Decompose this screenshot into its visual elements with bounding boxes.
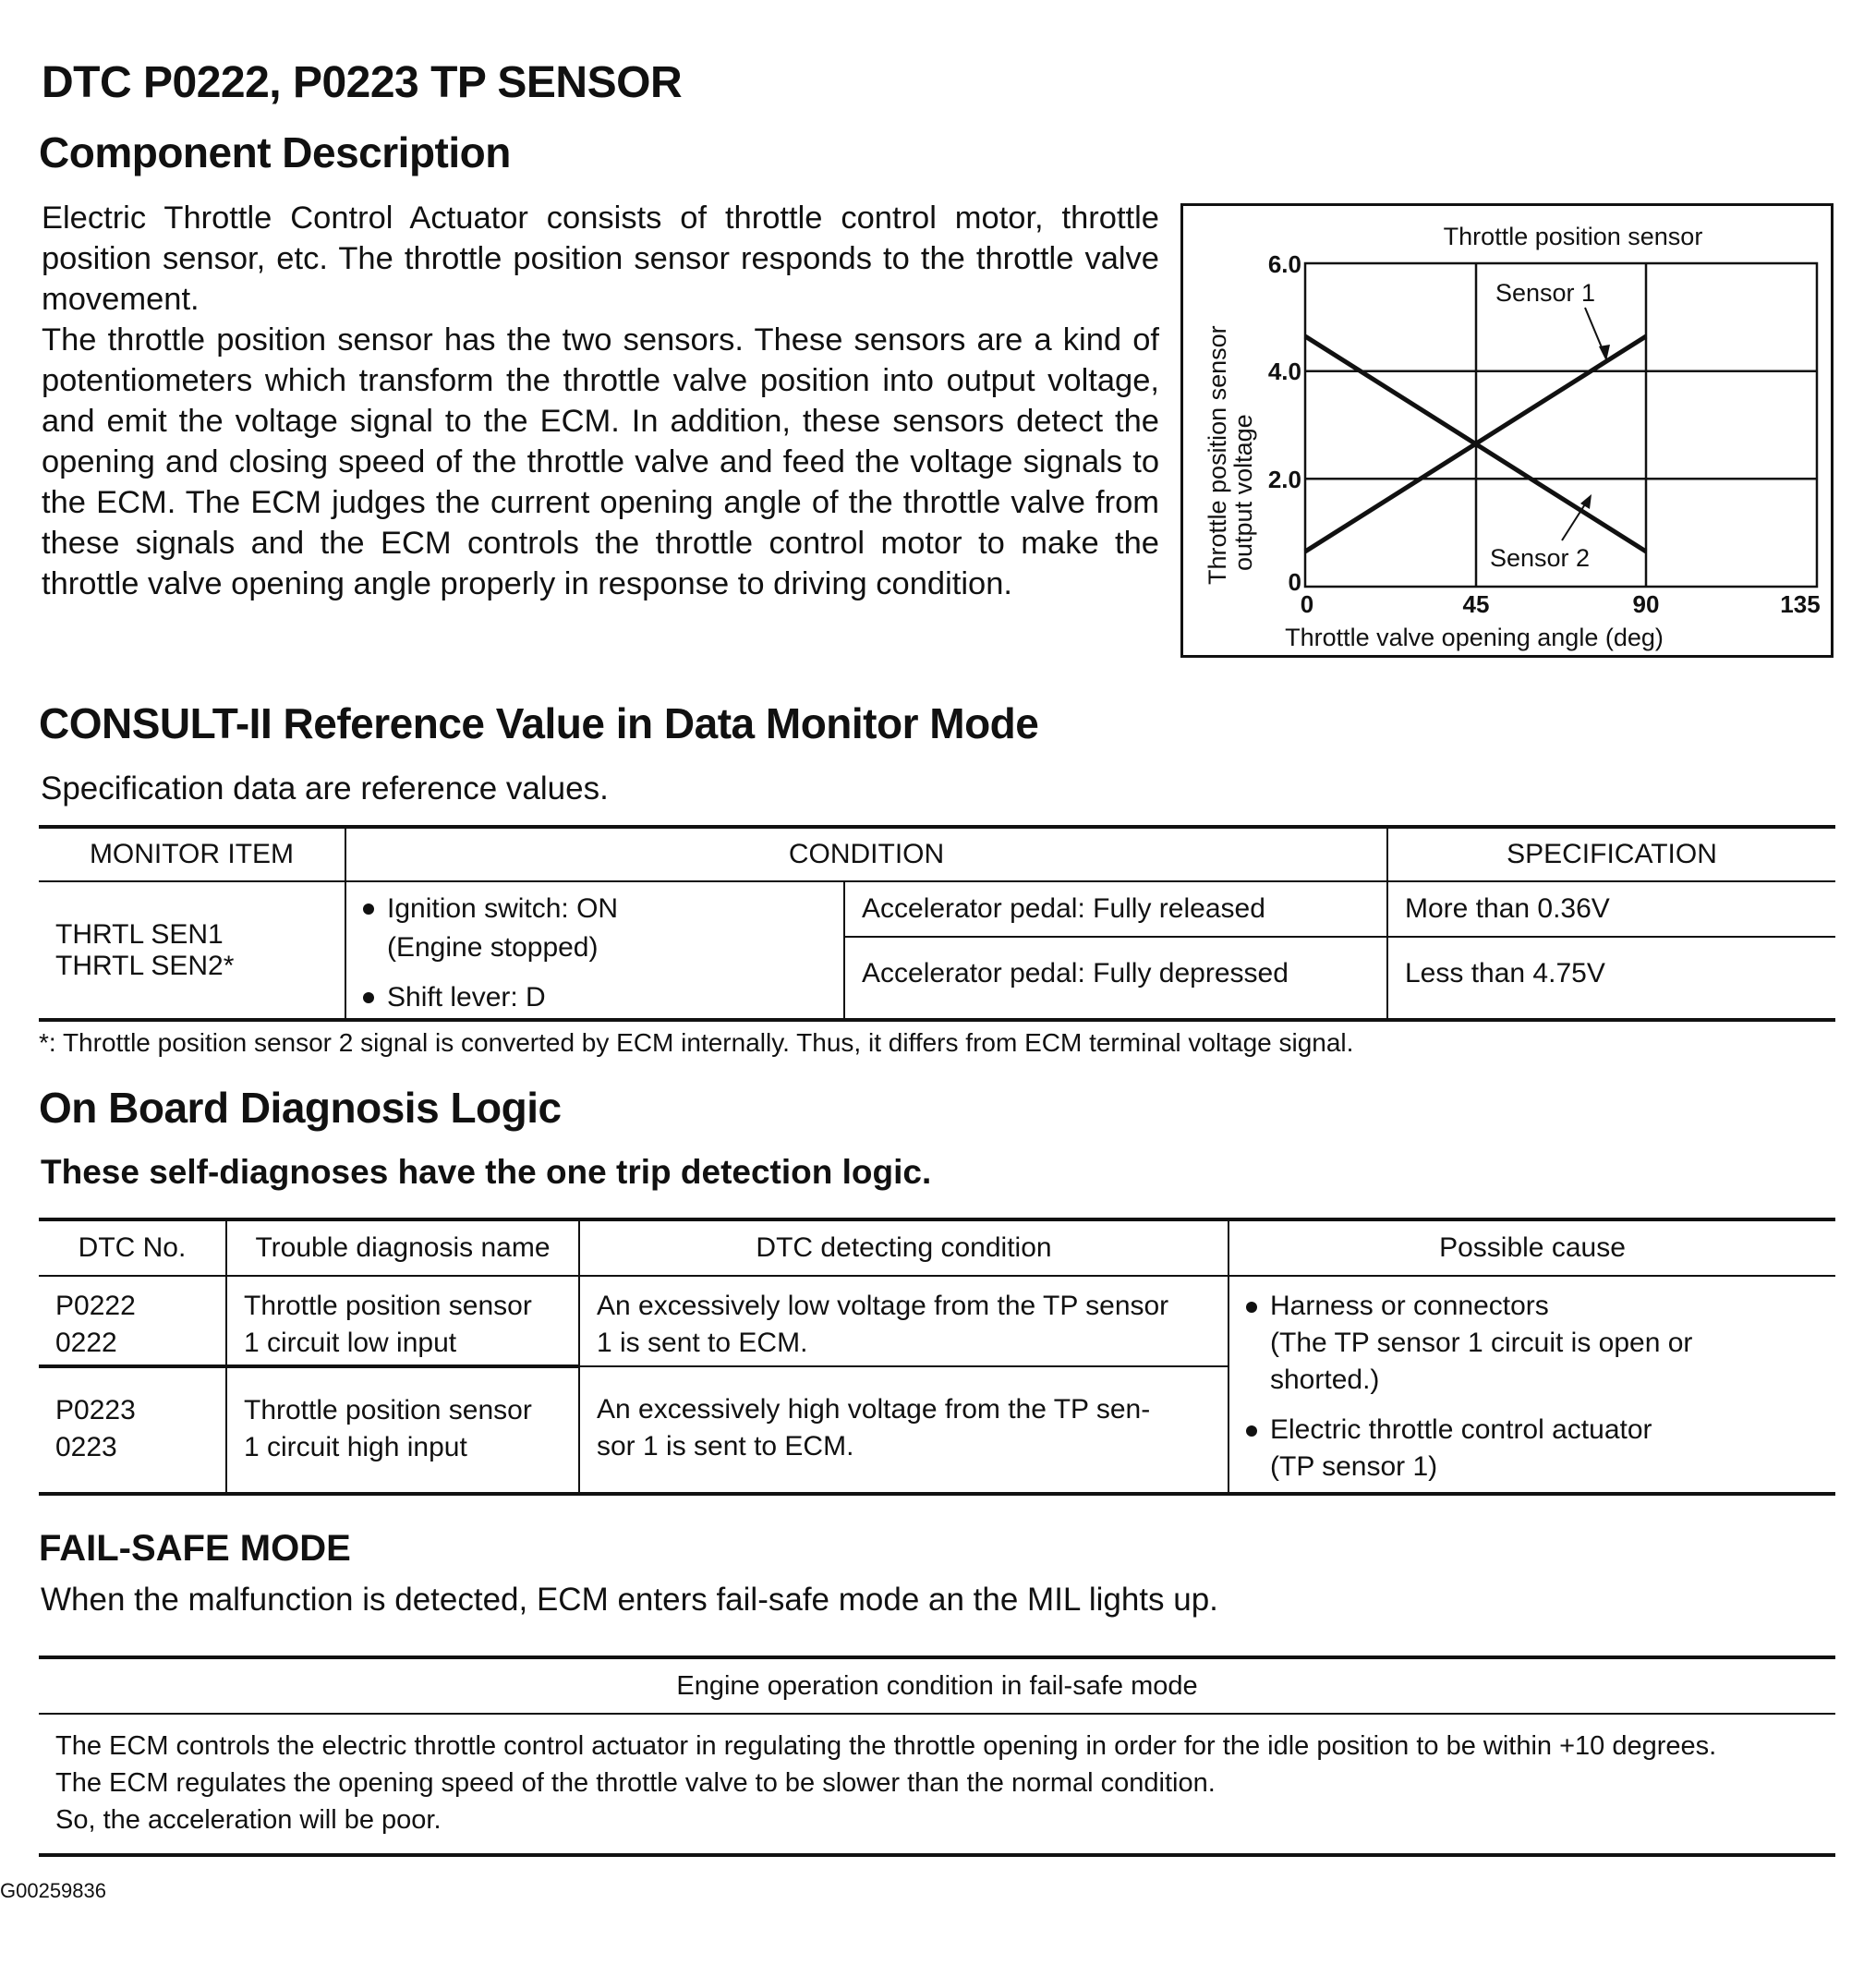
obd-logic-table [39, 1218, 1835, 1496]
failsafe-line-2: The ECM regulates the opening speed of the throttle valve to be slower than the normal condition. [55, 1768, 1216, 1798]
page-title: DTC P0222, P0223 TP SENSOR [42, 58, 683, 107]
condition-bullet-shift [363, 978, 827, 1017]
bullet-icon [1246, 1425, 1257, 1437]
cause-line: shorted.) [1270, 1364, 1380, 1395]
monitor-item-sen1: THRTL SEN1 [55, 918, 224, 950]
dtc-code: P0222 [55, 1291, 136, 1321]
document-id: G00259836 [0, 1879, 106, 1902]
dtc-cell [39, 1276, 226, 1366]
failsafe-table-header: Engine operation condition in fail-safe mode [39, 1659, 1835, 1715]
detecting-condition-cell [579, 1366, 1228, 1494]
svg-text:2.0: 2.0 [1267, 466, 1301, 493]
sensor-1-label: Sensor 1 [1495, 279, 1596, 307]
failsafe-line-1: The ECM controls the electric throttle control actuator in regulating the throttle opening in order for the idle position to be within +10 degrees. [55, 1731, 1717, 1761]
header-trouble-name: Trouble diagnosis name [226, 1219, 579, 1276]
description-paragraph-2: The throttle position sensor has the two sensors. These sensors are a kind of potentiometers which transform the throttle valve position into output voltage, and emit the voltage signal to the ECM. In addition, these sensors detect the opening and closing speed of the throttle valve and feed the voltage signals to the ECM. The ECM judges the current opening angle of the throttle valve from these signals and the ECM controls the throttle control motor to make the throttle valve opening angle properly in response to driving condition. [42, 322, 1159, 601]
condition-depressed: Accelerator pedal: Fully depressed [844, 937, 1387, 1020]
throttle-position-sensor-chart [1180, 203, 1834, 658]
consult-heading: CONSULT-II Reference Value in Data Monitor Mode [39, 699, 1039, 747]
table-row [39, 1276, 1835, 1366]
x-axis-label: Throttle valve opening angle (deg) [1285, 624, 1664, 651]
component-description-text [42, 198, 1159, 604]
header-detecting-condition: DTC detecting condition [579, 1219, 1228, 1276]
engine-stopped-line: (Engine stopped) [387, 932, 599, 963]
bullet-icon [363, 992, 374, 1003]
condition-line: 1 is sent to ECM. [597, 1328, 808, 1358]
spec-released: More than 0.36V [1405, 893, 1610, 924]
shift-lever-line: Shift lever: D [387, 982, 546, 1013]
consult-subtitle: Specification data are reference values. [41, 770, 609, 807]
failsafe-line-3: So, the acceleration will be poor. [55, 1805, 442, 1835]
failsafe-table [39, 1656, 1835, 1857]
name-line: 1 circuit low input [244, 1328, 457, 1358]
header-dtc-no: DTC No. [39, 1219, 226, 1276]
header-condition: CONDITION [345, 827, 1387, 881]
condition-line: sor 1 is sent to ECM. [597, 1431, 854, 1462]
y-axis-ticks [1268, 250, 1301, 596]
cause-line: Electric throttle control actuator [1270, 1414, 1652, 1445]
trouble-name-cell [226, 1366, 579, 1494]
cause-line: (TP sensor 1) [1270, 1451, 1438, 1482]
possible-cause-cell [1228, 1276, 1835, 1494]
failsafe-text: When the malfunction is detected, ECM enters fail-safe mode an the MIL lights up. [41, 1582, 1218, 1618]
svg-text:135: 135 [1780, 590, 1821, 618]
spec-depressed: Less than 4.75V [1387, 937, 1835, 1020]
dtc-short: 0223 [55, 1432, 117, 1462]
cause-harness [1246, 1288, 1819, 1399]
x-axis-ticks [1301, 590, 1821, 618]
condition-released: Accelerator pedal: Fully released [844, 881, 1387, 937]
consult-footnote: *: Throttle position sensor 2 signal is converted by ECM internally. Thus, it differs from ECM terminal voltage signal. [39, 1028, 1354, 1057]
chart-grid [1305, 263, 1817, 587]
ignition-line: Ignition switch: ON [387, 893, 619, 924]
svg-text:Throttle position sensor: Throttle position sensor [1204, 325, 1231, 585]
name-line: 1 circuit high input [244, 1432, 467, 1462]
header-monitor-item: MONITOR ITEM [39, 827, 345, 881]
y-axis-label [1204, 325, 1257, 585]
condition-line: An excessively low voltage from the TP sensor [597, 1291, 1169, 1321]
obd-heading: On Board Diagnosis Logic [39, 1084, 562, 1132]
monitor-item-sen2: THRTL SEN2* [55, 950, 235, 981]
failsafe-heading: FAIL-SAFE MODE [39, 1528, 351, 1569]
svg-text:90: 90 [1632, 590, 1660, 618]
svg-text:0: 0 [1300, 590, 1314, 618]
dtc-code: P0223 [55, 1395, 136, 1425]
condition-bullet-ignition [363, 890, 827, 967]
svg-text:45: 45 [1462, 590, 1490, 618]
svg-text:output voltage: output voltage [1229, 414, 1257, 571]
consult-reference-table [39, 825, 1835, 1022]
header-specification: SPECIFICATION [1387, 827, 1835, 881]
detecting-condition-cell [579, 1276, 1228, 1366]
table-header-row [39, 1219, 1835, 1276]
condition-bullets-cell [345, 881, 844, 1020]
component-description-heading: Component Description [39, 128, 511, 176]
condition-line: An excessively high voltage from the TP sen- [597, 1394, 1151, 1425]
name-line: Throttle position sensor [244, 1395, 532, 1425]
svg-text:0: 0 [1288, 568, 1301, 596]
sensor-2-arrowhead [1580, 494, 1592, 509]
cause-actuator [1246, 1412, 1819, 1486]
description-paragraph-1: Electric Throttle Control Actuator consists of throttle control motor, throttle position sensor, etc. The throttle position sensor responds to the throttle valve movement. [42, 200, 1159, 317]
monitor-item-cell [39, 881, 345, 1020]
cause-line: (The TP sensor 1 circuit is open or [1270, 1328, 1693, 1358]
sensor-2-label: Sensor 2 [1490, 544, 1591, 572]
failsafe-table-body [39, 1715, 1835, 1853]
chart-title: Throttle position sensor [1443, 223, 1703, 250]
chart-svg [1183, 206, 1831, 655]
svg-text:6.0: 6.0 [1267, 250, 1301, 278]
dtc-short: 0222 [55, 1328, 117, 1358]
bullet-icon [1246, 1302, 1257, 1313]
trouble-name-cell [226, 1276, 579, 1366]
table-row [39, 881, 1835, 937]
name-line: Throttle position sensor [244, 1291, 532, 1321]
svg-text:4.0: 4.0 [1267, 358, 1301, 385]
bullet-icon [363, 904, 374, 915]
dtc-cell [39, 1366, 226, 1494]
header-possible-cause: Possible cause [1228, 1219, 1835, 1276]
obd-subtitle: These self-diagnoses have the one trip detection logic. [41, 1153, 932, 1191]
cause-line: Harness or connectors [1270, 1291, 1549, 1321]
table-header-row [39, 827, 1835, 881]
